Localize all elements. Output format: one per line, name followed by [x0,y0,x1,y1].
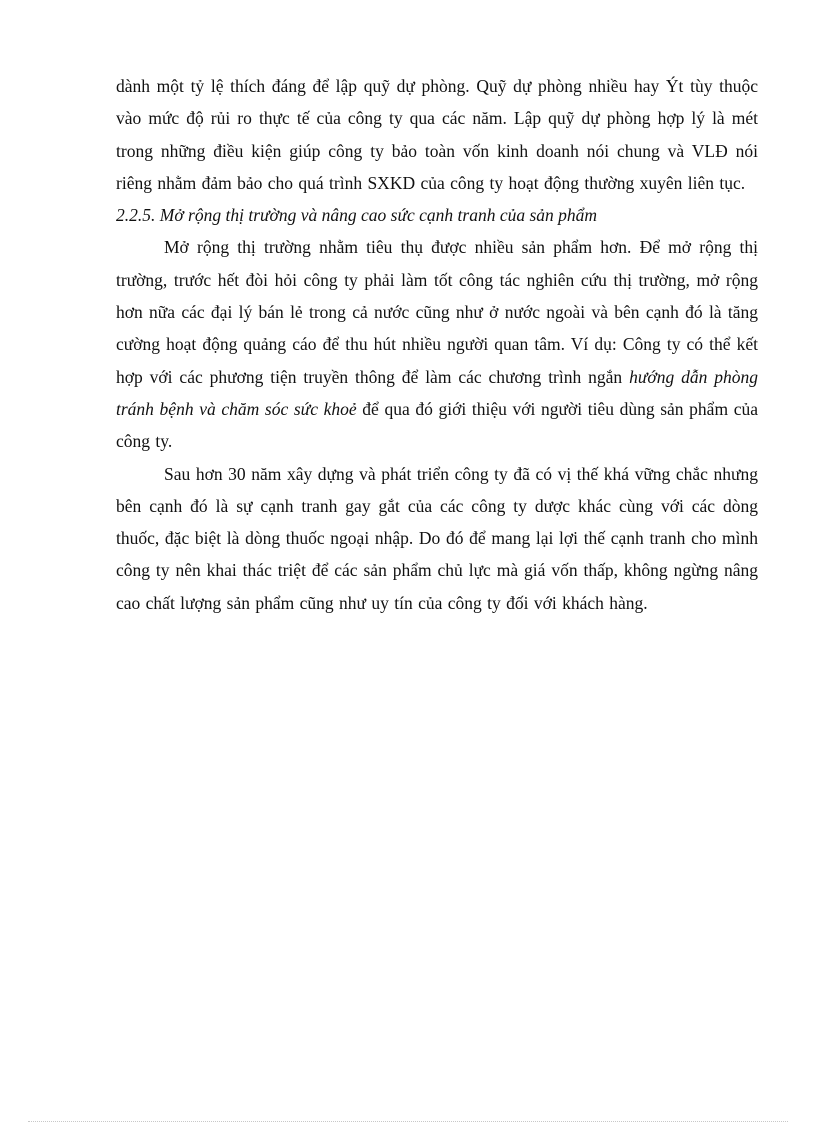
document-body [116,70,758,619]
page-bottom-rule [28,1121,788,1122]
italic-phrase: hướng dẫn phòng tránh bệnh và chăm sóc sức khoẻ [116,366,758,419]
section-heading: 2.2.5. Mở rộng thị trường và nâng cao sức cạnh tranh của sản phẩm [116,205,598,226]
paragraph-text-after-italic: để qua đó giới thiệu với người tiêu dùng sản phẩm của công ty. [116,398,758,452]
paragraph-market-expansion [116,231,758,457]
paragraph-text-before-italic: Mở rộng thị trường nhằm tiêu thụ được nhiều sản phẩm hơn. Để mở rộng thị trường, trước hết đòi hỏi công ty phải làm tốt công tác nghiên cứu thị trường, mở rộng hơn nữa các đại lý bán lẻ trong cả nước cũng như ở nước ngoài và bên cạnh đó là tăng cường hoạt động quảng cáo để thu hút nhiều người quan tâm. Ví dụ: Công ty có thể kết hợp với các phương tiện truyền thông để làm các chương trình ngắn [116,237,758,387]
paragraph-reserve-fund: dành một tỷ lệ thích đáng để lập quỹ dự phòng. Quỹ dự phòng nhiều hay Ýt tùy thuộc vào mức độ rủi ro thực tế của công ty qua các năm. Lập quỹ dự phòng hợp lý là mét trong những điều kiện giúp công ty bảo toàn vốn kinh doanh nói chung và VLĐ nói riêng nhằm đảm bảo cho quá trình SXKD của công ty hoạt động thường xuyên liên tục. [116,76,758,193]
paragraph-competition: Sau hơn 30 năm xây dựng và phát triển công ty đã có vị thế khá vững chắc nhưng bên cạnh đó là sự cạnh tranh gay gắt của các công ty dược khác cùng với các dòng thuốc, đặc biệt là dòng thuốc ngoại nhập. Do đó để mang lại lợi thế cạnh tranh cho mình công ty nên khai thác triệt để các sản phẩm chủ lực mà giá vốn thấp, không ngừng nâng cao chất lượng sản phẩm cũng như uy tín của công ty đối với khách hàng. [116,463,758,613]
